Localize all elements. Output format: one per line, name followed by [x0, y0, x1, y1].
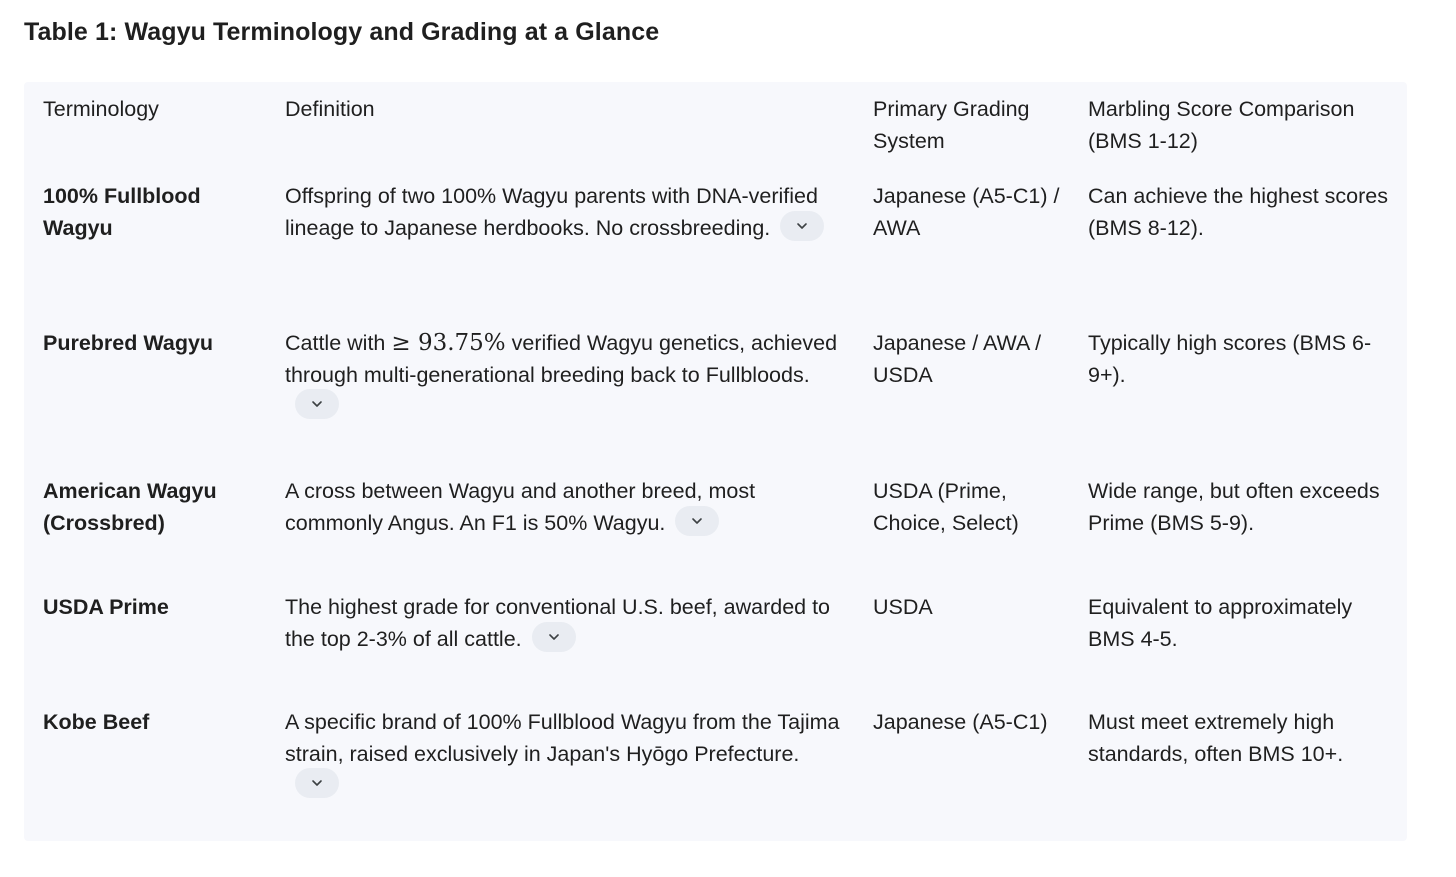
row-grading: Japanese / AWA / USDA	[873, 331, 1042, 387]
row-marbling: Typically high scores (BMS 6-9+).	[1088, 331, 1372, 387]
row-definition	[285, 707, 845, 802]
chevron-down-icon	[795, 219, 809, 233]
chevron-down-icon	[690, 514, 704, 528]
definition-text: A specific brand of 100% Fullblood Wagyu from the Tajima strain, raised exclusively in Japan's Hyōgo Prefecture.	[285, 710, 840, 766]
row-term: 100% Fullblood Wagyu	[43, 184, 201, 240]
expand-button[interactable]	[295, 389, 339, 419]
row-grading: Japanese (A5-C1) / AWA	[873, 184, 1060, 240]
definition-text: The highest grade for conventional U.S. beef, awarded to the top 2-3% of all cattle.	[285, 595, 831, 651]
row-marbling: Equivalent to approximately BMS 4-5.	[1088, 595, 1353, 651]
expand-button[interactable]	[295, 768, 339, 798]
definition-text: A cross between Wagyu and another breed, most commonly Angus. An F1 is 50% Wagyu.	[285, 479, 756, 535]
row-term: American Wagyu (Crossbred)	[43, 479, 217, 535]
math-expression: ≥ 93.75%	[391, 330, 506, 356]
header-terminology: Terminology	[43, 97, 159, 121]
definition-text: Offspring of two 100% Wagyu parents with DNA-verified lineage to Japanese herdbooks. No crossbreeding.	[285, 184, 818, 240]
row-marbling: Can achieve the highest scores (BMS 8-12).	[1088, 184, 1388, 240]
definition-text: Cattle with	[285, 331, 392, 355]
definition-text: verified Wagyu genetics, achieved through multi-generational breeding back to Fullbloods.	[285, 331, 838, 387]
row-definition	[285, 181, 845, 244]
header-definition: Definition	[285, 97, 375, 121]
chevron-down-icon	[310, 776, 324, 790]
row-grading: USDA (Prime, Choice, Select)	[873, 479, 1019, 535]
header-marbling-score: Marbling Score Comparison (BMS 1-12)	[1088, 97, 1355, 153]
row-marbling: Must meet extremely high standards, often BMS 10+.	[1088, 710, 1344, 766]
chevron-down-icon	[547, 630, 561, 644]
row-term: USDA Prime	[43, 595, 169, 619]
header-grading-system: Primary Grading System	[873, 97, 1030, 153]
chevron-down-icon	[310, 397, 324, 411]
row-grading: USDA	[873, 595, 933, 619]
row-term: Purebred Wagyu	[43, 331, 214, 355]
expand-button[interactable]	[675, 506, 719, 536]
row-term: Kobe Beef	[43, 710, 150, 734]
row-definition	[285, 476, 845, 539]
table-title: Table 1: Wagyu Terminology and Grading at a Glance	[24, 18, 660, 46]
row-marbling: Wide range, but often exceeds Prime (BMS 5-9).	[1088, 479, 1380, 535]
expand-button[interactable]	[532, 622, 576, 652]
row-definition	[285, 328, 845, 423]
row-definition	[285, 592, 845, 655]
row-grading: Japanese (A5-C1)	[873, 710, 1048, 734]
expand-button[interactable]	[780, 211, 824, 241]
data-table	[24, 82, 1407, 841]
